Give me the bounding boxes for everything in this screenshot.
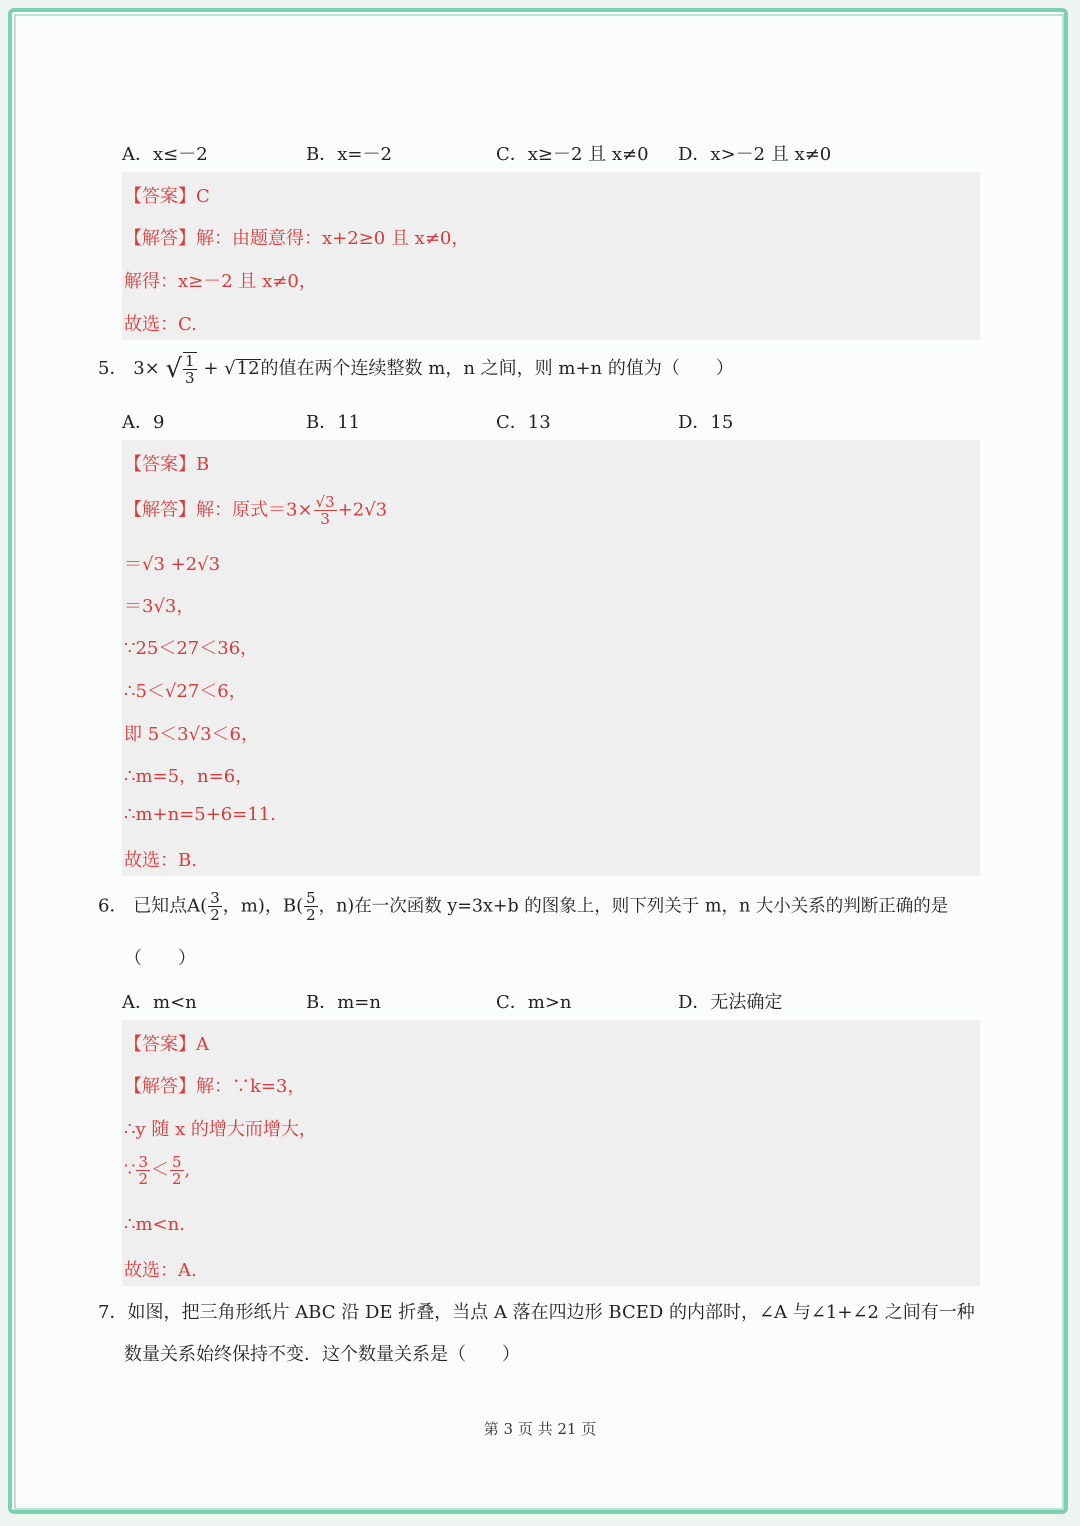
q5-solution-line: [124, 494, 387, 527]
sqrt-icon: √: [165, 354, 183, 384]
q6-number: 6．: [98, 895, 128, 917]
q5-stem-post: 的值在两个连续整数 m，n 之间，则 m+n 的值为（ ）: [260, 358, 734, 379]
q5-solution-frac: [314, 494, 337, 527]
q5-stem-pre: 3×: [133, 358, 160, 379]
q5-solution-line: ∵25＜27＜36，: [124, 638, 259, 659]
q5-number: 5．: [98, 358, 128, 379]
q5-solution-frac-denominator: 3: [320, 510, 330, 528]
q5-option-d: D．15: [678, 412, 734, 433]
q6-solution-line: ∴y 随 x 的增大而增大，: [124, 1119, 317, 1140]
q6-stem-paren: （ ）: [124, 948, 196, 969]
q6-solution-line: [124, 1154, 190, 1187]
q5-solution-line: ＝√3 +2√3: [124, 554, 221, 575]
q7-stem-line1: 如图，把三角形纸片 ABC 沿 DE 折叠，当点 A 落在四边形 BCED 的内部时，∠A 与∠1+∠2 之间有一种: [127, 1302, 975, 1323]
q5-solution-line: ∴m=5，n=6，: [124, 766, 254, 787]
q5-frac-numerator: 1: [185, 352, 195, 370]
q4-option-a: A．x≤－2: [122, 144, 208, 165]
q6-answer: 【答案】A: [124, 1034, 209, 1055]
q4-solution-line: 解得：x≥－2 且 x≠0，: [124, 271, 317, 292]
q5-sqrt12: √12: [224, 358, 260, 379]
q6-frac-b-numerator: 5: [306, 889, 316, 907]
q6-solution-text: ＜: [151, 1159, 169, 1181]
q5-solution-line: 即 5＜3√3＜6，: [124, 724, 259, 745]
q6-solution-frac: [170, 1154, 184, 1187]
q5-stem: [98, 352, 734, 386]
q4-solution-line: 【解答】解：由题意得：x+2≥0 且 x≠0，: [124, 228, 470, 249]
q6-solution-text: ∵: [124, 1159, 136, 1181]
q6-frac-b-denominator: 2: [306, 906, 316, 924]
q6-stem: [98, 890, 948, 923]
q6-solution-frac-numerator: 3: [138, 1153, 148, 1171]
q6-solution-frac-numerator: 5: [172, 1153, 182, 1171]
q6-solution-frac-denominator: 2: [138, 1170, 148, 1188]
q6-solution-line: ∴m<n.: [124, 1214, 185, 1235]
q6-solution-line: 故选：A.: [124, 1260, 197, 1281]
q4-option-c: C．x≥－2 且 x≠0: [496, 144, 649, 165]
q5-solution-frac-numerator: √3: [315, 493, 335, 511]
q5-frac-denominator: 3: [185, 369, 195, 387]
q6-frac-a-numerator: 3: [210, 889, 220, 907]
q4-solution-line: 故选：C.: [124, 314, 197, 335]
q5-solution-text: 【解答】解：原式＝3×: [124, 499, 313, 521]
q5-solution-text: +2√3: [337, 499, 388, 521]
q6-solution-line: 【解答】解：∵k=3，: [124, 1076, 306, 1097]
q5-solution-line: ∴m+n=5+6=11.: [124, 804, 276, 825]
q4-answer: 【答案】C: [124, 186, 210, 207]
q5-frac: [183, 352, 197, 386]
q7-stem: [98, 1298, 975, 1324]
q6-stem-text: ，m)，B(: [222, 895, 304, 917]
q6-stem-text: 已知点A(: [133, 895, 208, 917]
q6-solution-text: ,: [184, 1159, 191, 1181]
q6-answer-box: [122, 1020, 980, 1286]
q7-stem-line2: 数量关系始终保持不变．这个数量关系是（ ）: [124, 1344, 520, 1365]
q6-solution-frac: [136, 1154, 150, 1187]
q4-option-b: B．x=－2: [306, 144, 392, 165]
q5-option-c: C．13: [496, 412, 551, 433]
page-footer: 第 3 页 共 21 页: [483, 1420, 597, 1438]
q6-frac-a-denominator: 2: [210, 906, 220, 924]
q5-answer-box: [122, 440, 980, 876]
q6-option-d: D．无法确定: [678, 992, 783, 1013]
q6-solution-frac-denominator: 2: [172, 1170, 182, 1188]
q5-solution-line: ＝3√3，: [124, 596, 195, 617]
q6-frac-b: [304, 890, 318, 923]
q6-frac-a: [208, 890, 222, 923]
q5-answer: 【答案】B: [124, 454, 210, 475]
q6-option-c: C．m>n: [496, 992, 572, 1013]
q5-sqrt12-radicand: 12: [236, 358, 260, 379]
q4-answer-box: [122, 172, 980, 340]
q5-option-b: B．11: [306, 412, 361, 433]
q5-solution-line: 故选：B.: [124, 850, 197, 871]
q4-option-d: D．x>－2 且 x≠0: [678, 144, 832, 165]
q5-stem-plus: +: [203, 358, 219, 379]
q7-number: 7．: [98, 1302, 128, 1323]
q6-stem-text: ，n)在一次函数 y=3x+b 的图象上，则下列关于 m，n 大小关系的判断正确的是: [318, 896, 949, 917]
q6-option-b: B．m=n: [306, 992, 381, 1013]
q5-solution-line: ∴5＜√27＜6，: [124, 681, 247, 702]
q6-option-a: A．m<n: [122, 992, 197, 1013]
q5-option-a: A．9: [122, 412, 165, 433]
